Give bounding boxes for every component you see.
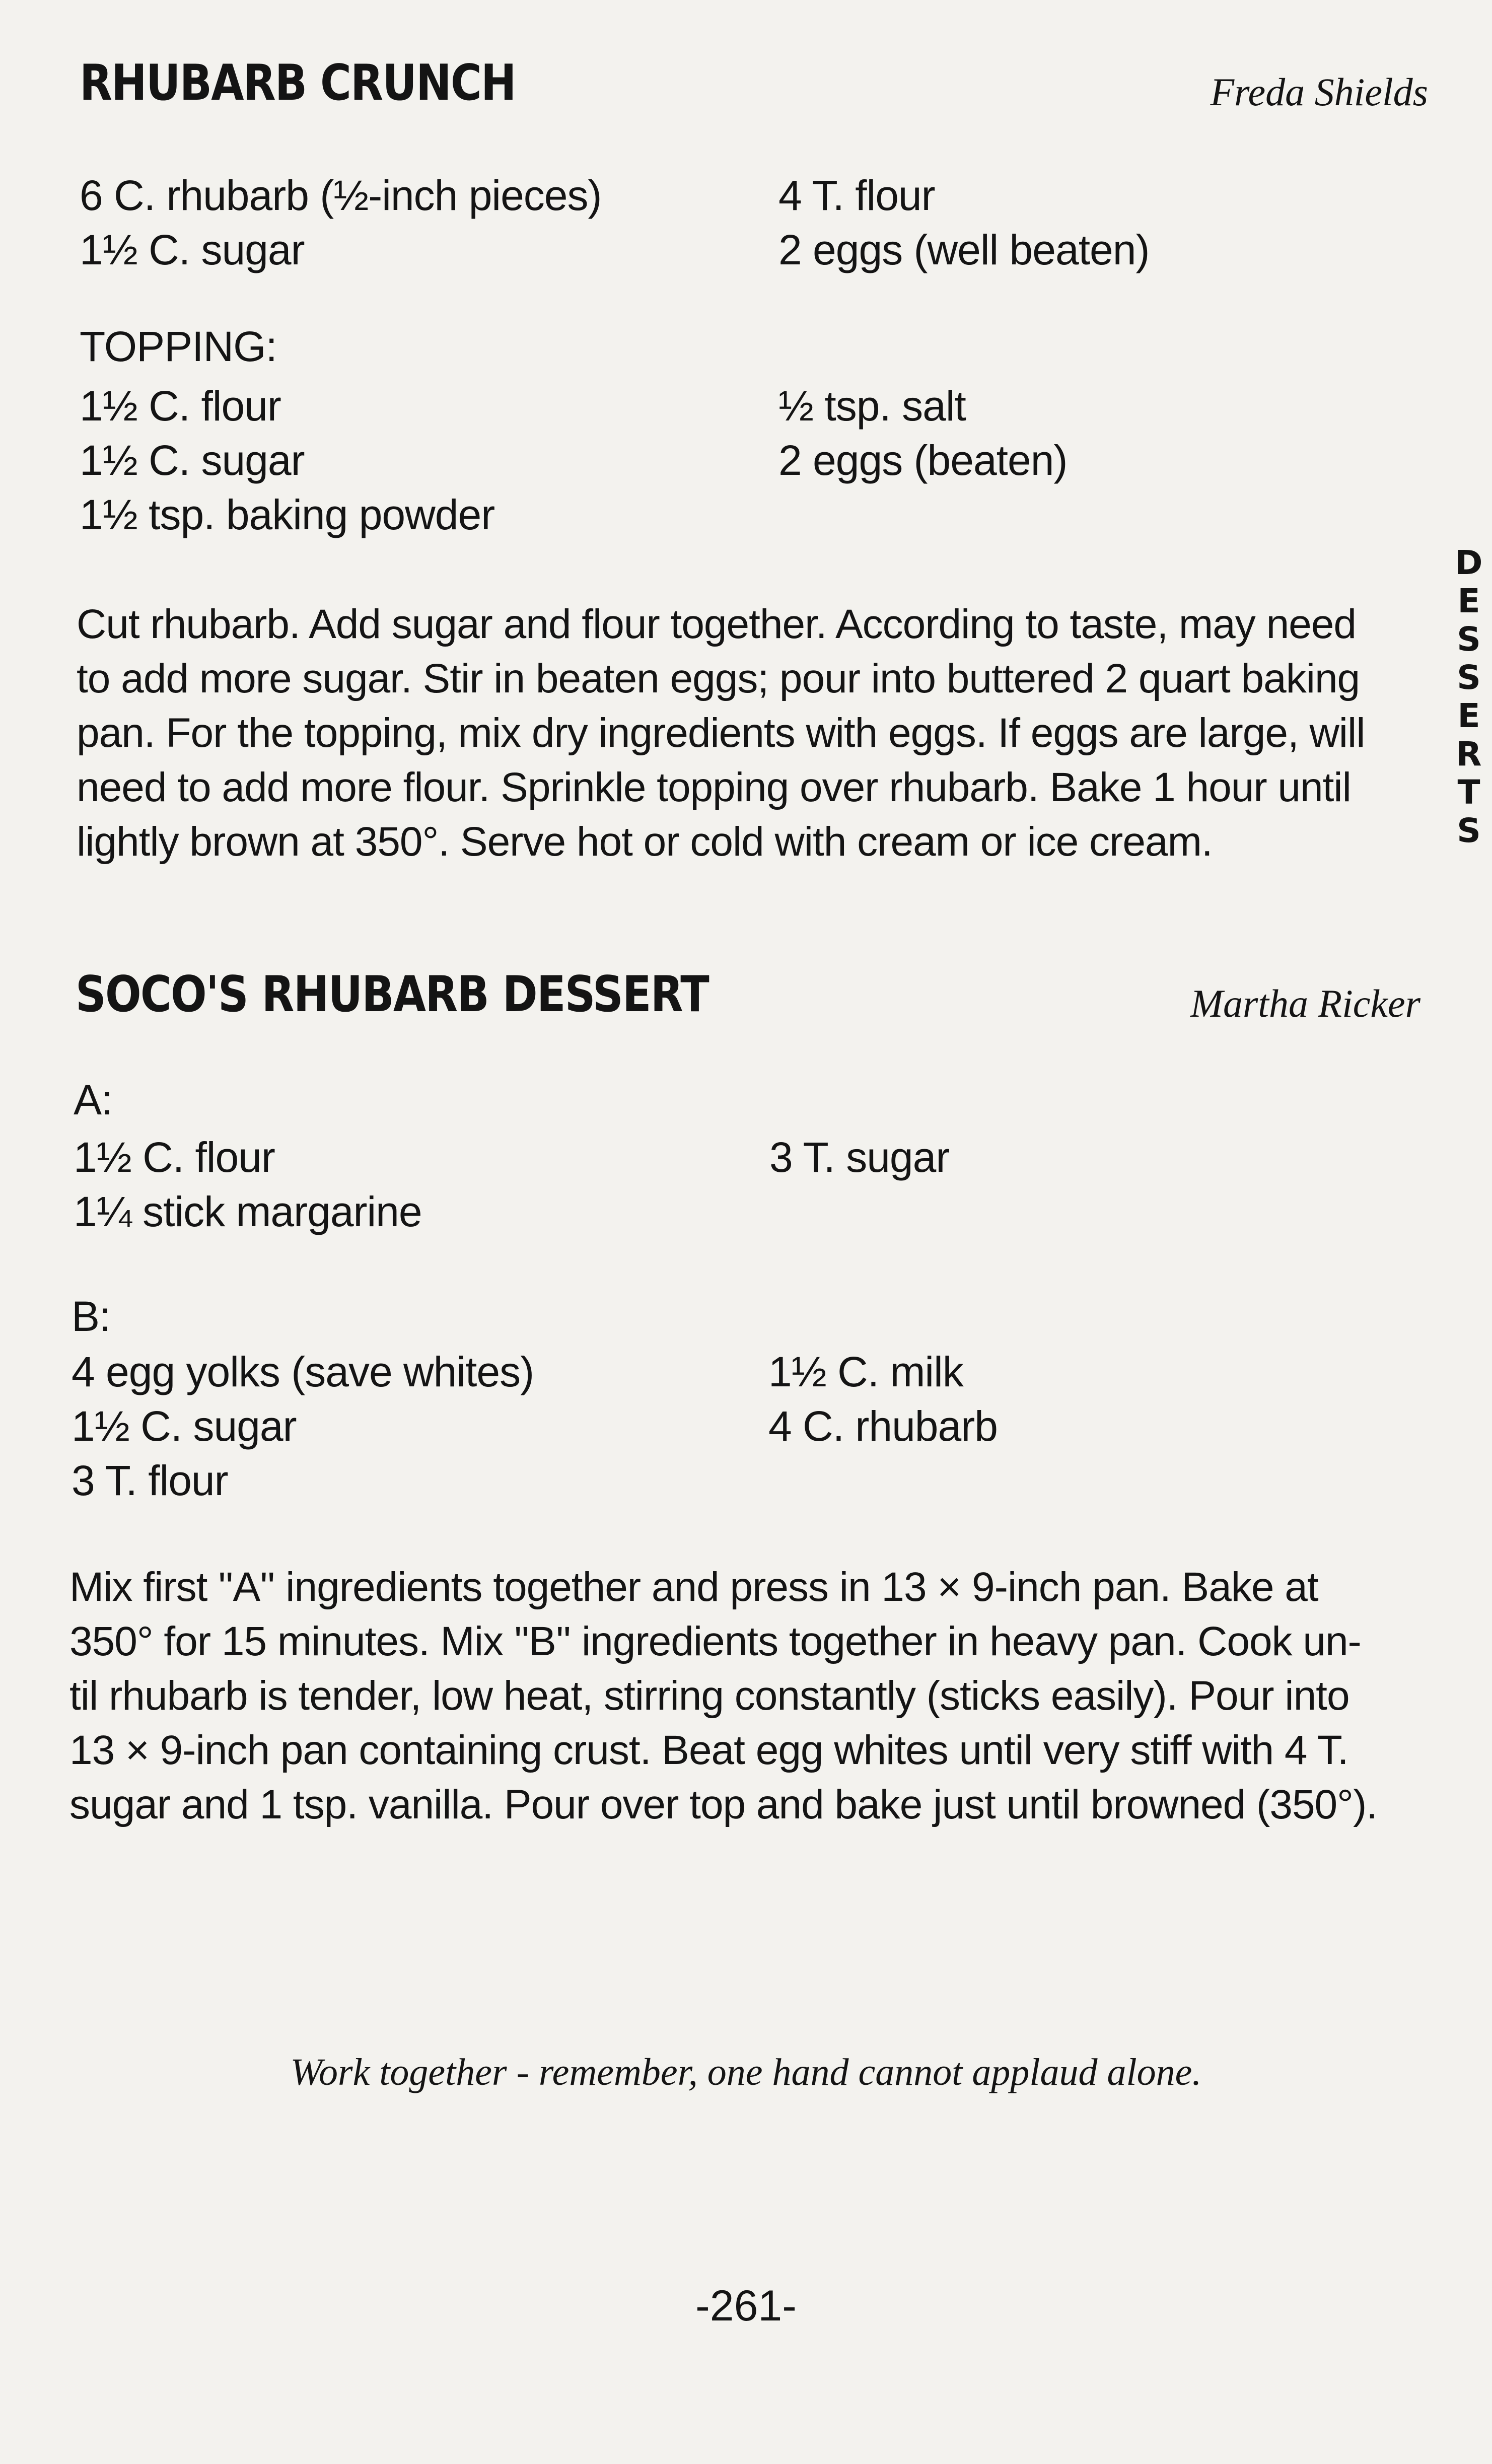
ingredient-list-right xyxy=(778,168,1149,277)
section-tab-letter: S xyxy=(1457,658,1481,697)
section-tab xyxy=(1451,544,1486,850)
recipe-directions xyxy=(77,597,1365,869)
ingredient: 1½ C. sugar xyxy=(80,437,305,484)
ingredient: 1½ C. flour xyxy=(74,1134,275,1181)
ingredient: 3 T. flour xyxy=(72,1457,228,1504)
directions-line: sugar and 1 tsp. vanilla. Pour over top and bake just until browned (350°). xyxy=(69,1782,1378,1827)
recipe-title: SOCO'S RHUBARB DESSERT xyxy=(76,966,708,1023)
topping-label: TOPPING: xyxy=(80,323,277,370)
part-b-label: B: xyxy=(72,1293,111,1340)
ingredient: 2 eggs (well beaten) xyxy=(778,226,1150,273)
ingredient: 1½ C. milk xyxy=(768,1348,963,1395)
recipe-title: RHUBARB CRUNCH xyxy=(80,54,516,112)
ingredient: 1¼ stick margarine xyxy=(74,1188,422,1235)
part-b-list-right xyxy=(768,1345,998,1453)
directions-line: need to add more flour. Sprinkle topping over rhubarb. Bake 1 hour until xyxy=(77,764,1351,810)
section-tab-letter: R xyxy=(1456,735,1482,773)
ingredient: 3 T. sugar xyxy=(769,1134,950,1181)
section-tab-letter: D xyxy=(1455,543,1483,582)
ingredient: 4 egg yolks (save whites) xyxy=(72,1348,534,1395)
directions-line: 350° for 15 minutes. Mix ''B'' ingredients together in heavy pan. Cook un- xyxy=(69,1618,1361,1664)
recipe-author: Martha Ricker xyxy=(1190,981,1420,1025)
section-tab-letter: S xyxy=(1457,620,1481,659)
section-tab-letter: E xyxy=(1457,696,1480,735)
ingredient: 1½ C. flour xyxy=(80,382,281,430)
page-number: -261- xyxy=(695,2282,797,2330)
ingredient: 4 T. flour xyxy=(778,172,935,219)
ingredient: 1½ C. sugar xyxy=(80,226,305,273)
part-a-label: A: xyxy=(74,1076,113,1123)
directions-line: 13 × 9-inch pan containing crust. Beat egg whites until very stiff with 4 T. xyxy=(69,1727,1348,1773)
directions-line: lightly brown at 350°. Serve hot or cold with cream or ice cream. xyxy=(77,819,1213,865)
ingredient: 4 C. rhubarb xyxy=(768,1402,998,1450)
section-tab-letter: E xyxy=(1457,582,1480,620)
directions-line: pan. For the topping, mix dry ingredients with eggs. If eggs are large, will xyxy=(77,710,1365,756)
ingredient: ½ tsp. salt xyxy=(778,382,966,430)
directions-line: Mix first ''A'' ingredients together and press in 13 × 9-inch pan. Bake at xyxy=(69,1564,1318,1610)
directions-line: Cut rhubarb. Add sugar and flour together. According to taste, may need xyxy=(77,601,1356,647)
ingredient: 1½ C. sugar xyxy=(72,1402,297,1450)
directions-line: to add more sugar. Stir in beaten eggs; pour into buttered 2 quart baking xyxy=(77,656,1360,701)
ingredient: 2 eggs (beaten) xyxy=(778,437,1068,484)
section-tab-letter: S xyxy=(1457,811,1481,850)
topping-list-left xyxy=(80,379,494,542)
motto: Work together - remember, one hand cannot applaud alone. xyxy=(290,2051,1202,2093)
topping-list-right xyxy=(778,379,1067,487)
ingredient-list-left xyxy=(80,168,601,277)
part-b-list-left xyxy=(72,1345,534,1508)
ingredient: 6 C. rhubarb (½-inch pieces) xyxy=(80,172,602,219)
ingredient: 1½ tsp. baking powder xyxy=(80,491,495,538)
recipe-author: Freda Shields xyxy=(1210,70,1428,114)
recipe-directions xyxy=(69,1560,1377,1832)
directions-line: til rhubarb is tender, low heat, stirring constantly (sticks easily). Pour into xyxy=(69,1673,1349,1719)
section-tab-letter: T xyxy=(1457,773,1480,812)
part-a-list-left xyxy=(74,1130,422,1239)
part-a-list-right xyxy=(769,1130,949,1184)
